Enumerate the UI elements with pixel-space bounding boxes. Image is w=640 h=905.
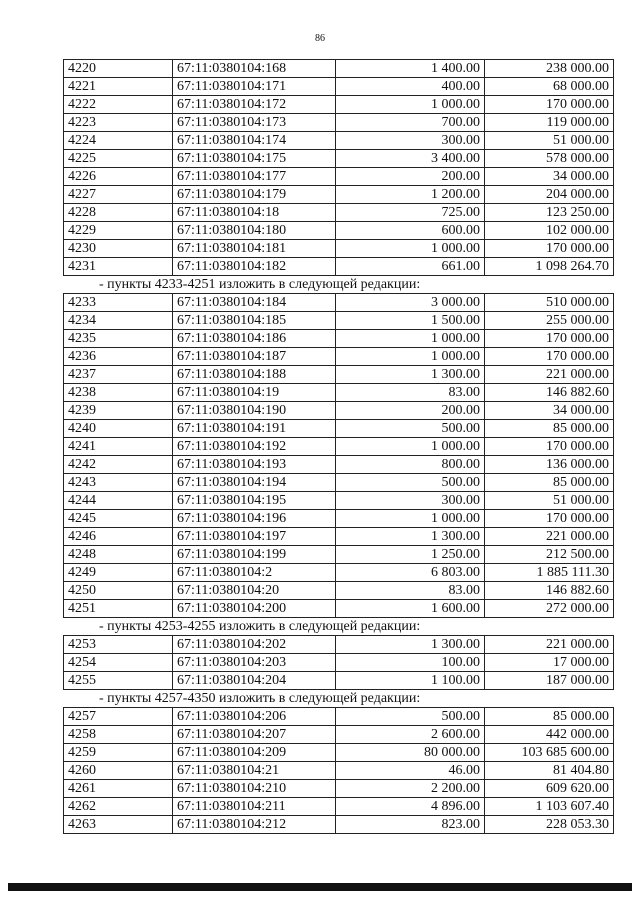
cadastral-number-cell: 67:11:0380104:202 (173, 636, 336, 654)
cadastral-table (63, 707, 614, 834)
cadastral-number-cell: 67:11:0380104:188 (173, 366, 336, 384)
cadastral-table (63, 59, 614, 276)
item-number-cell: 4248 (64, 546, 173, 564)
area-cell: 500.00 (336, 708, 485, 726)
item-number-cell: 4227 (64, 186, 173, 204)
table-row (64, 186, 614, 204)
area-cell: 100.00 (336, 654, 485, 672)
value-cell: 204 000.00 (485, 186, 614, 204)
table-row (64, 744, 614, 762)
cadastral-number-cell: 67:11:0380104:186 (173, 330, 336, 348)
cadastral-number-cell: 67:11:0380104:177 (173, 168, 336, 186)
table-row (64, 654, 614, 672)
value-cell: 170 000.00 (485, 330, 614, 348)
item-number-cell: 4245 (64, 510, 173, 528)
area-cell: 500.00 (336, 474, 485, 492)
value-cell: 102 000.00 (485, 222, 614, 240)
area-cell: 200.00 (336, 168, 485, 186)
item-number-cell: 4240 (64, 420, 173, 438)
item-number-cell: 4259 (64, 744, 173, 762)
item-number-cell: 4226 (64, 168, 173, 186)
item-number-cell: 4228 (64, 204, 173, 222)
table-row (64, 330, 614, 348)
item-number-cell: 4260 (64, 762, 173, 780)
item-number-cell: 4230 (64, 240, 173, 258)
table-row (64, 528, 614, 546)
table-row (64, 510, 614, 528)
value-cell: 34 000.00 (485, 402, 614, 420)
cadastral-number-cell: 67:11:0380104:173 (173, 114, 336, 132)
cadastral-number-cell: 67:11:0380104:172 (173, 96, 336, 114)
item-number-cell: 4220 (64, 60, 173, 78)
cadastral-number-cell: 67:11:0380104:18 (173, 204, 336, 222)
value-cell: 85 000.00 (485, 420, 614, 438)
area-cell: 700.00 (336, 114, 485, 132)
value-cell: 1 103 607.40 (485, 798, 614, 816)
value-cell: 442 000.00 (485, 726, 614, 744)
item-number-cell: 4235 (64, 330, 173, 348)
table-row (64, 132, 614, 150)
area-cell: 1 100.00 (336, 672, 485, 690)
value-cell: 170 000.00 (485, 438, 614, 456)
table-row (64, 384, 614, 402)
value-cell: 221 000.00 (485, 528, 614, 546)
table-row (64, 168, 614, 186)
table-row (64, 708, 614, 726)
table-row (64, 456, 614, 474)
cadastral-number-cell: 67:11:0380104:210 (173, 780, 336, 798)
item-number-cell: 4233 (64, 294, 173, 312)
item-number-cell: 4221 (64, 78, 173, 96)
area-cell: 1 000.00 (336, 240, 485, 258)
value-cell: 119 000.00 (485, 114, 614, 132)
area-cell: 600.00 (336, 222, 485, 240)
table-row (64, 258, 614, 276)
item-number-cell: 4246 (64, 528, 173, 546)
item-number-cell: 4234 (64, 312, 173, 330)
cadastral-number-cell: 67:11:0380104:185 (173, 312, 336, 330)
item-number-cell: 4225 (64, 150, 173, 168)
item-number-cell: 4238 (64, 384, 173, 402)
cadastral-number-cell: 67:11:0380104:206 (173, 708, 336, 726)
cadastral-number-cell: 67:11:0380104:181 (173, 240, 336, 258)
area-cell: 3 000.00 (336, 294, 485, 312)
cadastral-number-cell: 67:11:0380104:190 (173, 402, 336, 420)
table-row (64, 816, 614, 834)
value-cell: 51 000.00 (485, 132, 614, 150)
table-row (64, 492, 614, 510)
item-number-cell: 4251 (64, 600, 173, 618)
area-cell: 1 300.00 (336, 366, 485, 384)
value-cell: 51 000.00 (485, 492, 614, 510)
item-number-cell: 4255 (64, 672, 173, 690)
area-cell: 83.00 (336, 582, 485, 600)
area-cell: 400.00 (336, 78, 485, 96)
item-number-cell: 4241 (64, 438, 173, 456)
value-cell: 1 885 111.30 (485, 564, 614, 582)
cadastral-number-cell: 67:11:0380104:191 (173, 420, 336, 438)
section-intro: - пункты 4253-4255 изложить в следующей редакции: (99, 619, 421, 634)
value-cell: 187 000.00 (485, 672, 614, 690)
cadastral-number-cell: 67:11:0380104:2 (173, 564, 336, 582)
value-cell: 17 000.00 (485, 654, 614, 672)
area-cell: 823.00 (336, 816, 485, 834)
area-cell: 4 896.00 (336, 798, 485, 816)
table-row (64, 78, 614, 96)
table-row (64, 402, 614, 420)
value-cell: 68 000.00 (485, 78, 614, 96)
cadastral-number-cell: 67:11:0380104:193 (173, 456, 336, 474)
item-number-cell: 4223 (64, 114, 173, 132)
value-cell: 212 500.00 (485, 546, 614, 564)
cadastral-number-cell: 67:11:0380104:209 (173, 744, 336, 762)
table-row (64, 780, 614, 798)
value-cell: 81 404.80 (485, 762, 614, 780)
table-row (64, 672, 614, 690)
value-cell: 85 000.00 (485, 708, 614, 726)
area-cell: 725.00 (336, 204, 485, 222)
item-number-cell: 4257 (64, 708, 173, 726)
cadastral-number-cell: 67:11:0380104:207 (173, 726, 336, 744)
item-number-cell: 4237 (64, 366, 173, 384)
item-number-cell: 4222 (64, 96, 173, 114)
cadastral-number-cell: 67:11:0380104:19 (173, 384, 336, 402)
table-row (64, 546, 614, 564)
cadastral-number-cell: 67:11:0380104:194 (173, 474, 336, 492)
table-row (64, 114, 614, 132)
item-number-cell: 4254 (64, 654, 173, 672)
table-row (64, 366, 614, 384)
value-cell: 170 000.00 (485, 240, 614, 258)
area-cell: 1 300.00 (336, 636, 485, 654)
area-cell: 200.00 (336, 402, 485, 420)
item-number-cell: 4261 (64, 780, 173, 798)
area-cell: 1 600.00 (336, 600, 485, 618)
value-cell: 255 000.00 (485, 312, 614, 330)
section-intro: - пункты 4257-4350 изложить в следующей редакции: (99, 691, 421, 706)
cadastral-number-cell: 67:11:0380104:171 (173, 78, 336, 96)
area-cell: 1 000.00 (336, 438, 485, 456)
area-cell: 800.00 (336, 456, 485, 474)
value-cell: 136 000.00 (485, 456, 614, 474)
amendment-section (63, 690, 612, 834)
value-cell: 510 000.00 (485, 294, 614, 312)
value-cell: 221 000.00 (485, 366, 614, 384)
area-cell: 1 000.00 (336, 330, 485, 348)
table-row (64, 204, 614, 222)
item-number-cell: 4231 (64, 258, 173, 276)
area-cell: 500.00 (336, 420, 485, 438)
cadastral-number-cell: 67:11:0380104:196 (173, 510, 336, 528)
table-row (64, 600, 614, 618)
area-cell: 6 803.00 (336, 564, 485, 582)
value-cell: 609 620.00 (485, 780, 614, 798)
value-cell: 34 000.00 (485, 168, 614, 186)
value-cell: 578 000.00 (485, 150, 614, 168)
cadastral-number-cell: 67:11:0380104:199 (173, 546, 336, 564)
value-cell: 170 000.00 (485, 96, 614, 114)
cadastral-number-cell: 67:11:0380104:180 (173, 222, 336, 240)
item-number-cell: 4244 (64, 492, 173, 510)
item-number-cell: 4249 (64, 564, 173, 582)
cadastral-number-cell: 67:11:0380104:184 (173, 294, 336, 312)
area-cell: 1 300.00 (336, 528, 485, 546)
cadastral-number-cell: 67:11:0380104:179 (173, 186, 336, 204)
area-cell: 1 000.00 (336, 96, 485, 114)
item-number-cell: 4239 (64, 402, 173, 420)
value-cell: 146 882.60 (485, 384, 614, 402)
item-number-cell: 4263 (64, 816, 173, 834)
area-cell: 46.00 (336, 762, 485, 780)
table-row (64, 312, 614, 330)
value-cell: 85 000.00 (485, 474, 614, 492)
cadastral-number-cell: 67:11:0380104:204 (173, 672, 336, 690)
table-row (64, 222, 614, 240)
item-number-cell: 4229 (64, 222, 173, 240)
item-number-cell: 4258 (64, 726, 173, 744)
table-row (64, 474, 614, 492)
cadastral-number-cell: 67:11:0380104:195 (173, 492, 336, 510)
area-cell: 2 200.00 (336, 780, 485, 798)
cadastral-number-cell: 67:11:0380104:21 (173, 762, 336, 780)
area-cell: 3 400.00 (336, 150, 485, 168)
value-cell: 272 000.00 (485, 600, 614, 618)
area-cell: 300.00 (336, 132, 485, 150)
table-row (64, 96, 614, 114)
area-cell: 1 500.00 (336, 312, 485, 330)
value-cell: 228 053.30 (485, 816, 614, 834)
page-number: 86 (315, 33, 325, 44)
item-number-cell: 4224 (64, 132, 173, 150)
cadastral-number-cell: 67:11:0380104:212 (173, 816, 336, 834)
amendment-section (63, 618, 612, 690)
area-cell: 1 000.00 (336, 348, 485, 366)
cadastral-table (63, 635, 614, 690)
area-cell: 1 200.00 (336, 186, 485, 204)
value-cell: 103 685 600.00 (485, 744, 614, 762)
item-number-cell: 4236 (64, 348, 173, 366)
amendment-section (63, 276, 612, 618)
table-row (64, 726, 614, 744)
item-number-cell: 4243 (64, 474, 173, 492)
cadastral-number-cell: 67:11:0380104:174 (173, 132, 336, 150)
table-row (64, 240, 614, 258)
cadastral-number-cell: 67:11:0380104:200 (173, 600, 336, 618)
cadastral-number-cell: 67:11:0380104:187 (173, 348, 336, 366)
table-row (64, 582, 614, 600)
table-row (64, 798, 614, 816)
amendment-section (63, 59, 612, 276)
item-number-cell: 4250 (64, 582, 173, 600)
cadastral-number-cell: 67:11:0380104:197 (173, 528, 336, 546)
section-intro: - пункты 4233-4251 изложить в следующей редакции: (99, 277, 421, 292)
cadastral-number-cell: 67:11:0380104:211 (173, 798, 336, 816)
table-row (64, 636, 614, 654)
cadastral-number-cell: 67:11:0380104:168 (173, 60, 336, 78)
value-cell: 170 000.00 (485, 348, 614, 366)
table-row (64, 564, 614, 582)
cadastral-table (63, 293, 614, 618)
area-cell: 661.00 (336, 258, 485, 276)
area-cell: 1 000.00 (336, 510, 485, 528)
item-number-cell: 4253 (64, 636, 173, 654)
area-cell: 1 250.00 (336, 546, 485, 564)
area-cell: 300.00 (336, 492, 485, 510)
bottom-rule (8, 883, 632, 891)
cadastral-number-cell: 67:11:0380104:20 (173, 582, 336, 600)
item-number-cell: 4262 (64, 798, 173, 816)
table-row (64, 438, 614, 456)
value-cell: 1 098 264.70 (485, 258, 614, 276)
cadastral-number-cell: 67:11:0380104:175 (173, 150, 336, 168)
area-cell: 80 000.00 (336, 744, 485, 762)
area-cell: 2 600.00 (336, 726, 485, 744)
cadastral-number-cell: 67:11:0380104:203 (173, 654, 336, 672)
value-cell: 123 250.00 (485, 204, 614, 222)
table-row (64, 150, 614, 168)
cadastral-number-cell: 67:11:0380104:192 (173, 438, 336, 456)
value-cell: 146 882.60 (485, 582, 614, 600)
table-row (64, 762, 614, 780)
cadastral-number-cell: 67:11:0380104:182 (173, 258, 336, 276)
area-cell: 1 400.00 (336, 60, 485, 78)
table-row (64, 420, 614, 438)
item-number-cell: 4242 (64, 456, 173, 474)
document-body (63, 59, 612, 834)
table-row (64, 348, 614, 366)
value-cell: 221 000.00 (485, 636, 614, 654)
table-row (64, 60, 614, 78)
value-cell: 170 000.00 (485, 510, 614, 528)
table-row (64, 294, 614, 312)
area-cell: 83.00 (336, 384, 485, 402)
value-cell: 238 000.00 (485, 60, 614, 78)
